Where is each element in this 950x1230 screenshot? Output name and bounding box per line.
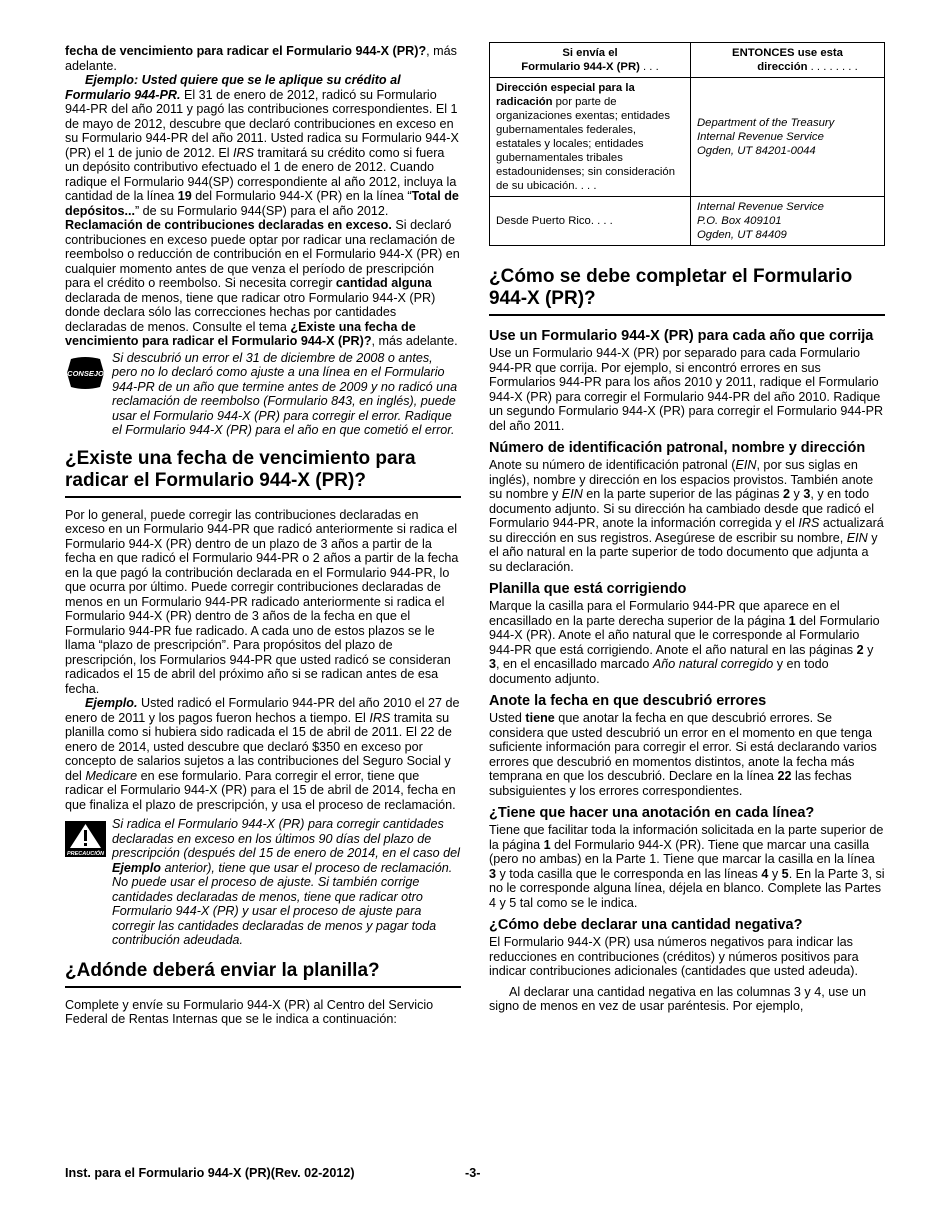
heading-ein: Número de identificación patronal, nombre y dirección xyxy=(489,440,866,456)
table-cell-address-1: Department of the Treasury Internal Revenue Service Ogden, UT 84201-0044 xyxy=(691,78,885,197)
claim-paragraph: Reclamación de contribuciones declaradas en exceso. Si declaró contribuciones en exceso puede optar por radicar una reclamación de reembolso o reducción de contribución en el Formulario 944-X (PR) en cualquier momento antes de que venza el período de prescripción para el crédito o reembolso. Si necesita corregir cantidad alguna declarada de menos, tiene que radicar otro Formulario 944-X (PR) donde declara sólo las correcciones hechas por cantidades declaradas de menos. Consulte el tema ¿Existe una fecha de vencimiento para radicar el Formulario 944-X (PR)?, más adelante. xyxy=(65,218,460,348)
table-header-if: Si envía el Formulario 944-X (PR) . . . xyxy=(490,43,691,78)
left-column xyxy=(65,44,461,1027)
one-form-paragraph: Use un Formulario 944-X (PR) por separado para cada Formulario 944-PR que corrija. Por ejemplo, si encontró errores en sus Formularios 944-PR para los años 2010 y 2011, radique el Formulario 944-X (PR) para corregir el Formulario 944-PR del año 2010. Radique un segundo Formulario 944-X (PR) para corregir el Formulario 944-PR del año 2011. xyxy=(489,346,884,433)
tip-icon xyxy=(65,355,106,391)
deadline-paragraph: Por lo general, puede corregir las contribuciones declaradas en exceso en un Formulario 944-PR que radicó anteriormente si radica el Formulario 944-X (PR) dentro de un plazo de 3 años a partir de la fecha en que radicó el Formulario 944-PR o 2 años a partir de la fecha en la que pagó la contribución declarada en el Formulario 944-PR, lo que ocurra por último. Puede corregir contribuciones declaradas de menos en un Formulario 944-PR radicado anteriormente si radica el Formulario 944-X (PR) dentro de 3 años de la fecha en que el Formulario 944-PR fue radicado. A cada uno de estos plazos se le llama “plazo de prescripción”. Para propósitos del plazo de prescripción, los Formularios 944-PR que usted radicó se consideran radicados el 15 de abril del próximo año si se radican antes de esa fecha. xyxy=(65,507,459,696)
heading-every-line: ¿Tiene que hacer una anotación en cada línea? xyxy=(489,805,815,821)
caution-icon xyxy=(65,821,106,857)
discovery-date-paragraph: Usted tiene que anotar la fecha en que descubrió errores. Se considera que usted descubrió un error en el momento en que tenga suficiente información para corregir el error. Si está declarando varios errores que descubrió en momentos distintos, anote la fecha más temprana en que los descubrió. Declare en la línea 22 las fechas subsiguientes y los errores correspondientes. xyxy=(489,711,877,798)
tip-label: CONSEJO xyxy=(67,368,104,378)
heading-how-to-complete: ¿Cómo se debe completar el Formulario 944-X (PR)? xyxy=(489,266,885,316)
where-paragraph: Complete y envíe su Formulario 944-X (PR) al Centro del Servicio Federal de Rentas Internas que se le indica a continuación: xyxy=(65,997,434,1026)
caution-text: Si radica el Formulario 944-X (PR) para corregir cantidades declaradas en exceso en los últimos 90 días del plazo de prescripción (después del 15 de enero de 2014, en el caso del Ejemplo anterior), tiene que usar el proceso de reclamación. No puede usar el proceso de ajuste. Si también corrige cantidades declaradas de menos, tiene que radicar otro Formulario 944-X (PR) y usar el proceso de ajuste para corregir las cantidades declaradas de menos y pagar toda contribución adeudada. xyxy=(112,817,460,947)
mailing-address-table xyxy=(489,42,885,246)
table-cell-special: Dirección especial para la radicación por parte de organizaciones exentas; entidades gubernamentales federales, estatales y locales; entidades gubernamentales tribales estadounidenses; sin consideración de su ubicación. . . . xyxy=(490,78,691,197)
table-row xyxy=(490,78,885,197)
every-line-paragraph: Tiene que facilitar toda la información solicitada en la parte superior de la página 1 del Formulario 944-X (PR). Tiene que marcar una casilla (pero no ambas) en la Parte 1. Tiene que marcar la casilla en la línea 3 y toda casilla que le corresponda en las líneas 4 y 5. En la Parte 3, si no le corresponde alguna línea, déjela en blanco. Complete las Partes 4 y 5 tal como se le indica. xyxy=(489,823,885,910)
footer-title: Inst. para el Formulario 944-X (PR)(Rev. 02-2012) xyxy=(65,1166,355,1180)
right-column xyxy=(489,42,885,1014)
page-footer xyxy=(65,1166,885,1180)
heading-negative-amount: ¿Cómo debe declarar una cantidad negativa? xyxy=(489,917,803,933)
negative-paragraph-2: Al declarar una cantidad negativa en las columnas 3 y 4, use un signo de menos en vez de usar paréntesis. Por ejemplo, xyxy=(489,984,867,1013)
caution-note xyxy=(65,817,461,948)
heading-one-form-per-year: Use un Formulario 944-X (PR) para cada año que corrija xyxy=(489,328,874,344)
heading-deadline: ¿Existe una fecha de vencimiento para radicar el Formulario 944-X (PR)? xyxy=(65,448,461,498)
ein-paragraph: Anote su número de identificación patronal (EIN, por sus siglas en inglés), nombre y dirección en los espacios provistos. También anote su nombre y EIN en la parte superior de las páginas 2 y 3, y en todo documento adjunto. Si su dirección ha cambiado desde que radicó el Formulario 944-PR, anote la información corregida y el IRS actualizará su dirección en sus registros. Asegúrese de escribir su nombre, EIN y el año natural en la parte superior de todo documento que adjunta a su declaración. xyxy=(489,458,884,574)
table-cell-puerto-rico: Desde Puerto Rico. . . . xyxy=(490,197,691,246)
tip-note xyxy=(65,351,461,438)
caution-label: PRECAUCIÓN xyxy=(67,851,104,857)
page-number: -3- xyxy=(465,1166,481,1180)
table-row xyxy=(490,197,885,246)
example-deadline-paragraph: Ejemplo. Usted radicó el Formulario 944-PR del año 2010 el 27 de enero de 2011 y los pagos fueron hechos a tiempo. El IRS tramita su planilla como si hubiera sido radicada el 15 de abril de 2011. El 22 de enero de 2014, usted descubre que declaró $350 en exceso por concepto de salarios sujetos a las contribuciones del Seguro Social y del Medicare en ese formulario. Para corregir el error, tiene que radicar el Formulario 944-X (PR) para el 15 de abril de 2014, fecha en que finaliza el plazo de prescripción, y usa el proceso de reclamación. xyxy=(65,696,460,812)
table-header-row xyxy=(490,43,885,78)
heading-return-correcting: Planilla que está corrigiendo xyxy=(489,581,687,597)
table-cell-address-2: Internal Revenue Service P.O. Box 409101 Ogden, UT 84409 xyxy=(691,197,885,246)
tip-text: Si descubrió un error el 31 de diciembre de 2008 o antes, pero no lo declaró como ajuste a una línea en el Formulario 944-PR de un año que termine antes de 2009 y no radicó una reclamación de reembolso (Formulario 843, en inglés), puede usar el Formulario 944-X (PR) para corregir el error. Radique el Formulario 944-X (PR) para el año en que cometió el error. xyxy=(112,350,458,437)
heading-where-to-send: ¿Adónde deberá enviar la planilla? xyxy=(65,960,461,988)
return-paragraph: Marque la casilla para el Formulario 944-PR que aparece en el encasillado en la parte derecha superior de la página 1 del Formulario 944-X (PR). Anote el año natural que le corresponde al Formulario 944-PR que está corrigiendo. Anote el año natural en las páginas 2 y 3, en el encasillado marcado Año natural corregido y en todo documento adjunto. xyxy=(489,599,880,686)
negative-paragraph: El Formulario 944-X (PR) usa números negativos para indicar las reducciones en contribuciones (créditos) y números positivos para indicar contribuciones adicionales (cantidades que usted adeuda). xyxy=(489,935,859,978)
paragraph: fecha de vencimiento para radicar el Formulario 944-X (PR)?, más adelante. xyxy=(65,44,457,73)
example-credit-paragraph: Ejemplo: Usted quiere que se le aplique su crédito al Formulario 944-PR. El 31 de enero de 2012, radicó su Formulario 944-PR del año 2011 y pagó las contribuciones correspondientes. El 1 de mayo de 2012, descubre que declaró contribuciones en exceso en su Formulario 944-PR del año 2011. Usted radica su Formulario 944-X (PR) el 1 de junio de 2012. El IRS tramitará su crédito como si fuera un depósito contributivo efectuado el 1 de enero de 2012. Cuando radique el Formulario 944(SP) correspondiente al año 2012, incluya la cantidad de la línea 19 del Formulario 944-X (PR) en la línea “Total de depósitos...” de su Formulario 944(SP) para el año 2012. xyxy=(65,73,459,218)
heading-discovery-date: Anote la fecha en que descubrió errores xyxy=(489,693,767,709)
table-header-then: ENTONCES use esta dirección . . . . . . . . xyxy=(691,43,885,78)
